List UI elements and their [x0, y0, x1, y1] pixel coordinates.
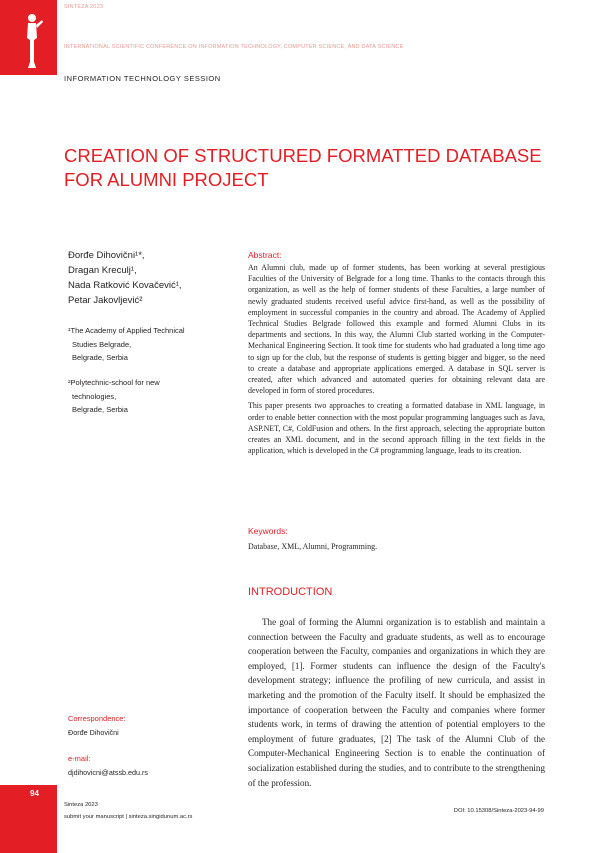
author-name: Petar Jakovljević²	[68, 295, 143, 306]
section-heading-introduction: INTRODUCTION	[248, 586, 333, 598]
session-label: INFORMATION TECHNOLOGY SESSION	[64, 74, 221, 83]
conference-short-title: SINTEZA 2023	[64, 4, 104, 10]
affiliation-1: ¹The Academy of Applied Technical Studies Belgrade, Belgrade, Serbia	[68, 326, 185, 362]
sinteza-logo-icon	[20, 12, 44, 70]
author-name: Đorđe Dihovični¹*,	[68, 250, 145, 261]
correspondence-name: Đorđe Dihovični	[68, 728, 119, 737]
page-number: 94	[30, 789, 39, 798]
correspondence-label: Correspondence:	[68, 714, 126, 723]
paper-title: CREATION OF STRUCTURED FORMATTED DATABASE FOR ALUMNI PROJECT	[64, 145, 542, 190]
footer-conference: Sinteza 2023	[64, 802, 98, 808]
email-address[interactable]: djdihovicni@atssb.edu.rs	[68, 768, 149, 777]
author-name: Dragan Kreculj¹,	[68, 265, 137, 276]
abstract-paragraph: An Alumni club, made up of former students, has been working at several prestigious Faculties of the University of Belgrade for a long time. Thanks to the contacts through this organization, as well as the help of former students of these Faculties, a large number of newly graduated students received useful advice first-hand, as well as the possibility of employment in successful companies in the country and abroad. The Academy of Applied Technical Studies Belgrade followed this example and formed Alumni Clubs in its departments and sections. In this way, the Alumni Club started working in the Computer-Mechanical Engineering Section. It took time for students who had graduated a long time ago to sign up for the club, but the response of students is getting bigger and bigger, so the need to create a database and appropriate applications emerged. A database in SQL server is created, after which advanced and automated queries for obtaining relevant data are developed in form of stored procedures.	[248, 263, 545, 396]
footer-submit-link[interactable]: submit your manuscript | sinteza.singidunum.ac.rs	[64, 814, 193, 820]
introduction-text: The goal of forming the Alumni organization is to establish and maintain a connection between the Faculty and graduate students, as well as to encourage cooperation between the Faculty, companies and organizations in which they are employed, [1]. Former students can influence the design of the Faculty's development strategy; influence the profiling of new curricula, and assist in marketing and the promotion of the Faculty itself. It should be emphasized the importance of cooperation between the Faculty and companies where former students work, in terms of drawing the attention of potential employers to the employment of future graduates, [2] The task of the Alumni Club of the Computer-Mechanical Engineering Section is to enable the continuation of socialization established during the studies, and to contribute to the strengthening of the profession.	[248, 617, 545, 788]
abstract-text	[248, 262, 545, 460]
keywords-text: Database, XML, Alumni, Programming.	[248, 542, 378, 551]
footer-red-bar	[0, 785, 57, 853]
keywords-label: Keywords:	[248, 526, 288, 536]
email-label: e-mail:	[68, 754, 91, 763]
author-list	[68, 248, 238, 308]
footer-doi: DOI: 10.15308/Sinteza-2023-94-99	[453, 808, 544, 814]
affiliation-2: ²Polytechnic-school for new technologies, Belgrade, Serbia	[68, 378, 160, 414]
abstract-paragraph: This paper presents two approaches to creating a formatted database in XML language, in order to enable better connection with the most popular programming languages such as Java, ASP.NET, C#, ColdFusion and others. In the first approach, selecting the appropriate button creates an XML document, and in the second approach filling in the text fields in the application, which is developed in the C# programming language, leads to its creation.	[248, 401, 545, 456]
author-name: Nada Ratković Kovačević¹,	[68, 280, 182, 291]
abstract-label: Abstract:	[248, 250, 282, 260]
conference-full-title: INTERNATIONAL SCIENTIFIC CONFERENCE ON INFORMATION TECHNOLOGY, COMPUTER SCIENCE, AND DATA SCIENCE	[64, 44, 404, 50]
